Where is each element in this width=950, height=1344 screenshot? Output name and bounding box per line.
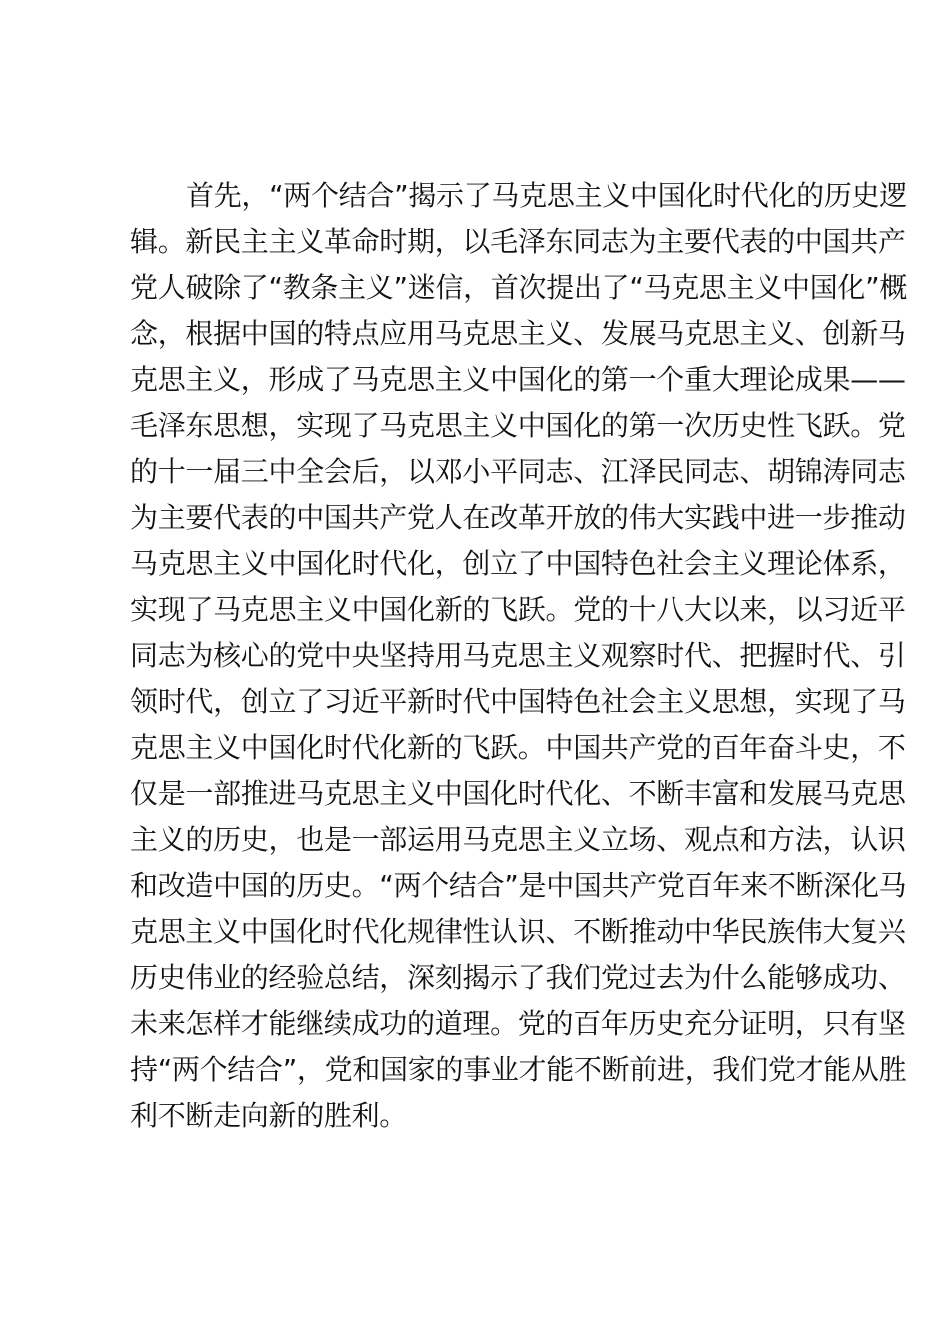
paragraph-line: 持“两个结合”，党和国家的事业才能不断前进，我们党才能从胜 <box>130 1053 907 1086</box>
paragraph-line: 和改造中国的历史。“两个结合”是中国共产党百年来不断深化马 <box>130 869 907 902</box>
body-paragraph <box>130 173 908 1139</box>
paragraph-line: 未来怎样才能继续成功的道理。党的百年历史充分证明，只有坚 <box>130 1007 906 1040</box>
paragraph-line: 辑。新民主主义革命时期，以毛泽东同志为主要代表的中国共产 <box>130 225 906 258</box>
paragraph-line: 克思主义中国化时代化规律性认识、不断推动中华民族伟大复兴 <box>130 915 906 948</box>
paragraph-line: 克思主义，形成了马克思主义中国化的第一个重大理论成果—— <box>130 363 906 396</box>
paragraph-line: 仅是一部推进马克思主义中国化时代化、不断丰富和发展马克思 <box>130 777 906 810</box>
paragraph-line: 为主要代表的中国共产党人在改革开放的伟大实践中进一步推动 <box>130 501 906 534</box>
paragraph-line: 主义的历史，也是一部运用马克思主义立场、观点和方法，认识 <box>130 823 906 856</box>
paragraph-line: 克思主义中国化时代化新的飞跃。中国共产党的百年奋斗史，不 <box>130 731 906 764</box>
paragraph-line: 念，根据中国的特点应用马克思主义、发展马克思主义、创新马 <box>130 317 906 350</box>
paragraph-line: 同志为核心的党中央坚持用马克思主义观察时代、把握时代、引 <box>130 639 906 672</box>
paragraph-line: 毛泽东思想，实现了马克思主义中国化的第一次历史性飞跃。党 <box>130 409 906 442</box>
paragraph-line: 党人破除了“教条主义”迷信，首次提出了“马克思主义中国化”概 <box>130 271 908 304</box>
paragraph-line: 的十一届三中全会后，以邓小平同志、江泽民同志、胡锦涛同志 <box>130 455 906 488</box>
paragraph-line: 历史伟业的经验总结，深刻揭示了我们党过去为什么能够成功、 <box>130 961 906 994</box>
paragraph-line: 利不断走向新的胜利。 <box>130 1099 408 1132</box>
paragraph-line: 领时代，创立了习近平新时代中国特色社会主义思想，实现了马 <box>130 685 906 718</box>
paragraph-line: 首先，“两个结合”揭示了马克思主义中国化时代化的历史逻 <box>186 179 907 212</box>
paragraph-line: 马克思主义中国化时代化，创立了中国特色社会主义理论体系， <box>130 547 906 580</box>
paragraph-line: 实现了马克思主义中国化新的飞跃。党的十八大以来，以习近平 <box>130 593 906 626</box>
